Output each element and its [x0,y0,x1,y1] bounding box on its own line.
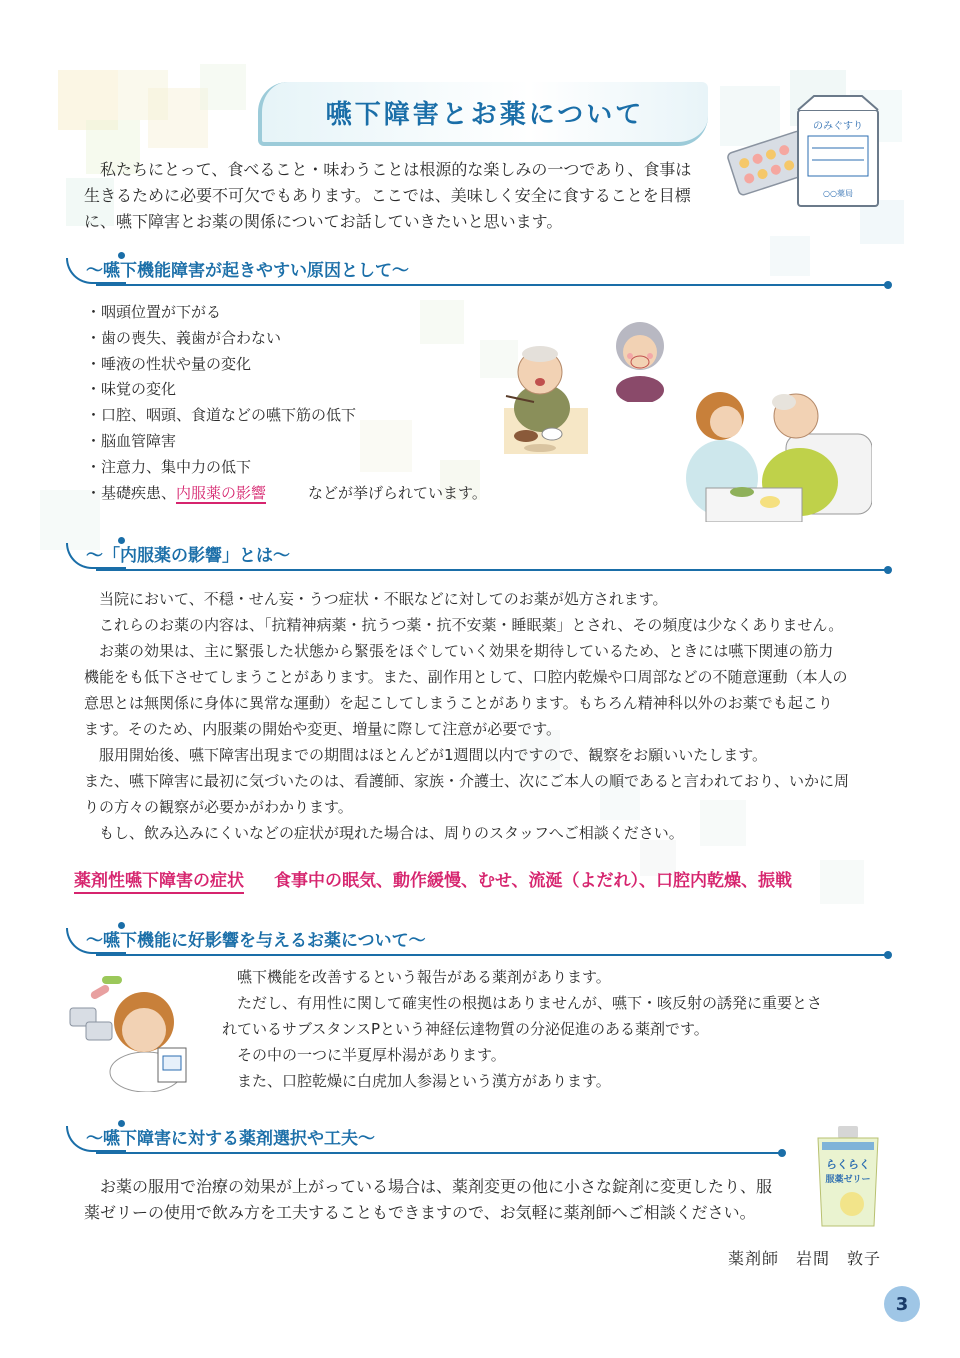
text-line: お薬の服用で治療の効果が上がっている場合は、薬剤変更の他に小さな錠剤に変更したり、服 [100,1177,773,1196]
medicine-jelly-pouch-illustration [812,1126,884,1230]
intro-line: 私たちにとって、食べること・味わうことは根源的な楽しみの一つであり、食事は [100,160,692,179]
text-line: 嚥下機能を改善するという報告がある薬剤があります。 [237,968,611,986]
highlighted-term: 内服薬の影響 [176,483,267,502]
list-item [86,481,487,507]
influence-paragraph [84,586,894,846]
title-banner [258,82,708,146]
list-item: ・脳血管障害 [86,431,177,450]
medicine-bag-footer: ○○薬局 [823,189,853,198]
medicine-bag-label: のみぐすり [813,121,863,132]
symptoms-line [74,866,792,894]
intro-line: に、嚥下障害とお薬の関係についてお話していきたいと思います。 [84,212,563,231]
causes-list [86,300,487,506]
section-title: ～「内服薬の影響」とは～ [86,546,290,566]
section-heading-good-drugs [66,926,892,956]
text-line: 服用開始後、嚥下障害出現までの期間はほとんどが1週間以内ですので、観察をお願いいたします。 [99,746,768,764]
list-item: ・味覚の変化 [86,380,177,399]
list-item: ・咽頭位置が下がる [86,303,222,321]
list-item: ・歯の喪失、義歯が合わない [86,328,282,347]
text-line: ただし、有用性に関して確実性の根拠はありませんが、嚥下・咳反射の誘発に重要とさ [237,994,823,1012]
text-line: また、口腔乾燥に白虎加人参湯という漢方があります。 [237,1072,611,1090]
text-line: 意思とは無関係に身体に異常な運動）を起こしてしまうことがあります。もちろん精神科以外のお薬でも起こり [84,694,833,712]
symptoms-text: 食事中の眠気、動作緩慢、むせ、流涎（よだれ）、口腔内乾燥、振戦 [274,871,792,891]
list-item: ・唾液の性状や量の変化 [86,354,252,373]
medicine-bag-illustration [724,94,894,214]
list-item-suffix: などが挙げられています。 [308,483,487,502]
elderly-woman-coughing-illustration [604,306,676,402]
page-title: 嚥下障害とお薬について [325,99,645,130]
elderly-eating-illustration [496,338,596,458]
list-item: ・口腔、咽頭、食道などの嚥下筋の低下 [86,406,357,425]
section-title: ～嚥下機能障害が起きやすい原因として～ [86,261,409,281]
list-item: ・注意力、集中力の低下 [86,457,252,476]
text-line: もし、飲み込みにくいなどの症状が現れた場合は、周りのスタッフへご相談ください。 [99,824,684,842]
list-item-prefix: ・基礎疾患、 [86,483,177,502]
section-title: ～嚥下機能に好影響を与えるお薬について～ [86,931,426,951]
section-heading-selection [66,1124,786,1154]
text-line: 薬ゼリーの使用で飲み方を工夫することもできますので、お気軽に薬剤師へご相談ください。 [84,1203,756,1222]
text-line: その中の一つに半夏厚朴湯があります。 [237,1046,506,1064]
section-heading-influence [66,541,892,571]
selection-paragraph [84,1174,804,1226]
intro-paragraph [84,157,724,235]
section-title: ～嚥下障害に対する薬剤選択や工夫～ [86,1129,375,1149]
symptoms-label: 薬剤性嚥下障害の症状 [74,866,244,894]
text-line: また、嚥下障害に最初に気づいたのは、看護師、家族・介護士、次にご本人の順であると言われており、いかに周 [84,772,850,790]
text-line: りの方々の観察が必要かがわかります。 [84,798,353,816]
intro-line: 生きるために必要不可欠でもあります。ここでは、美味しく安全に食することを目標 [84,186,691,205]
page-number: 3 [884,1286,920,1322]
good-drugs-paragraph [222,964,892,1094]
text-line: 当院において、不穏・せん妄・うつ症状・不眠などに対してのお薬が処方されます。 [99,590,668,608]
caregiver-feeding-illustration [676,382,872,522]
section-heading-causes [66,256,892,286]
text-line: お薬の効果は、主に緊張した状態から緊張をほぐしていく効果を期待しているため、ときには嚥下関連の筋力 [99,642,834,660]
text-line: ます。そのため、内服薬の開始や変更、増量に際して注意が必要です。 [84,720,562,738]
text-line: これらのお薬の内容は、「抗精神病薬・抗うつ薬・抗不安薬・睡眠薬」とされ、その頻度は少なくありません。 [99,616,844,634]
pharmacist-illustration [66,972,196,1092]
text-line: れているサブスタンスPという神経伝達物質の分泌促進のある薬剤です。 [222,1020,709,1038]
author-signature: 薬剤師 岩間 敦子 [728,1249,882,1268]
jelly-label-1: らくらく [826,1158,870,1171]
jelly-label-2: 服薬ゼリー [825,1175,871,1185]
text-line: 機能をも低下させてしまうことがあります。また、副作用として、口腔内乾燥や口周部などの不随意運動（本人の [84,668,848,686]
